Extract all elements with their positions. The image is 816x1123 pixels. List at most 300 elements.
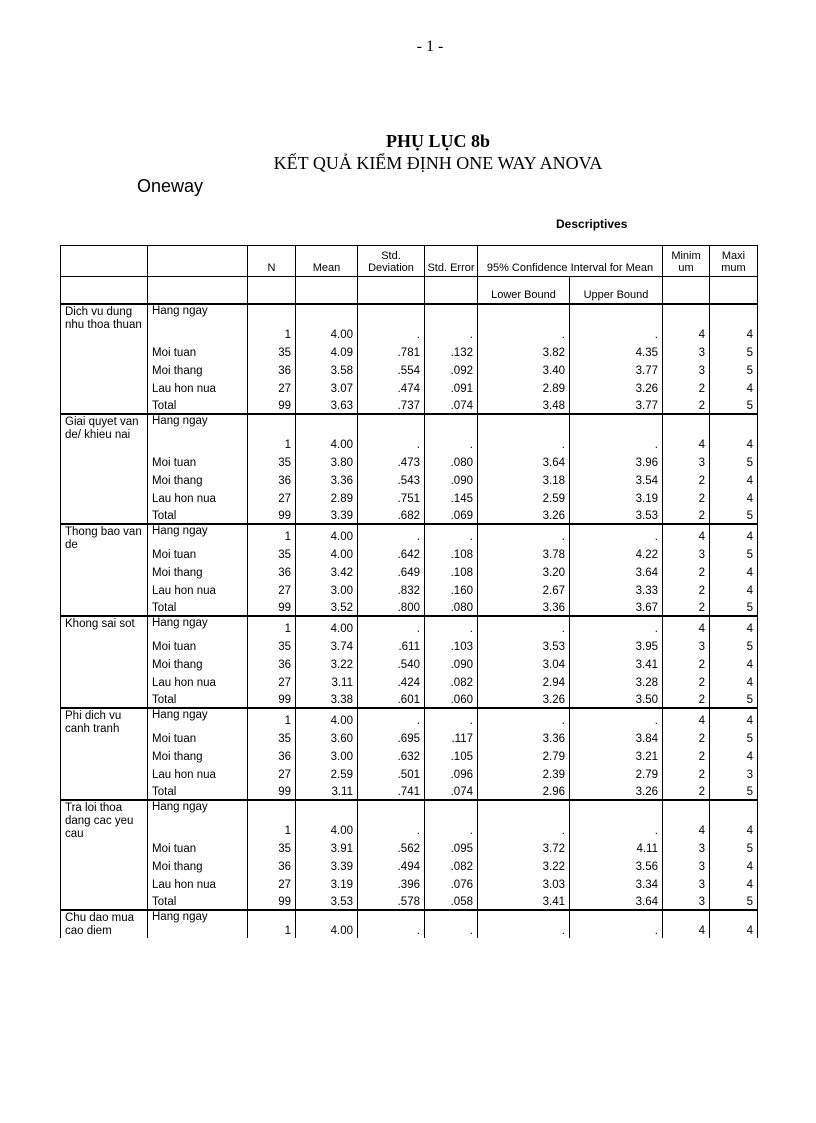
header-blank-7 (358, 277, 425, 304)
cell-std-error: .074 (425, 782, 478, 800)
cell-std-error: .074 (425, 396, 478, 414)
group-label: Hang ngay (148, 524, 248, 544)
cell-n: 99 (248, 506, 296, 524)
table-row (61, 414, 758, 452)
cell-n: 35 (248, 342, 296, 360)
cell-mean: 3.80 (296, 452, 358, 470)
cell-std-error: .069 (425, 506, 478, 524)
cell-std-deviation: .611 (358, 636, 425, 654)
cell-maximum: 4 (710, 524, 758, 544)
header-blank-4 (148, 277, 248, 304)
cell-minimum: 3 (663, 874, 710, 892)
cell-minimum: 4 (663, 616, 710, 636)
cell-std-deviation: .601 (358, 690, 425, 708)
variable-label: Dich vu dung nhu thoa thuan (61, 304, 148, 414)
cell-mean: 3.74 (296, 636, 358, 654)
cell-upper-bound: . (570, 304, 663, 342)
cell-std-deviation: .540 (358, 654, 425, 672)
cell-n: 36 (248, 654, 296, 672)
cell-maximum: 4 (710, 874, 758, 892)
appendix-subtitle: KẾT QUẢ KIỂM ĐỊNH ONE WAY ANOVA (273, 153, 603, 173)
cell-std-error: .096 (425, 764, 478, 782)
cell-mean: 3.58 (296, 360, 358, 378)
cell-std-deviation: .396 (358, 874, 425, 892)
cell-n: 36 (248, 746, 296, 764)
section-heading: Oneway (137, 176, 204, 196)
cell-std-deviation: .474 (358, 378, 425, 396)
cell-std-deviation: .642 (358, 544, 425, 562)
cell-mean: 3.11 (296, 672, 358, 690)
cell-minimum: 4 (663, 800, 710, 838)
table-row (61, 616, 758, 636)
cell-std-error: .160 (425, 580, 478, 598)
group-label: Total (148, 782, 248, 800)
cell-lower-bound: 3.72 (478, 838, 570, 856)
cell-minimum: 4 (663, 304, 710, 342)
cell-std-error: .103 (425, 636, 478, 654)
header-upper-bound: Upper Bound (570, 277, 663, 304)
cell-mean: 3.11 (296, 782, 358, 800)
cell-mean: 3.07 (296, 378, 358, 396)
cell-minimum: 2 (663, 488, 710, 506)
cell-upper-bound: . (570, 414, 663, 452)
cell-mean: 4.00 (296, 910, 358, 938)
cell-upper-bound: . (570, 524, 663, 544)
group-label: Total (148, 506, 248, 524)
cell-minimum: 2 (663, 598, 710, 616)
cell-maximum: 5 (710, 342, 758, 360)
cell-upper-bound: 3.26 (570, 782, 663, 800)
cell-lower-bound: . (478, 800, 570, 838)
cell-lower-bound: 3.03 (478, 874, 570, 892)
table-row (61, 580, 758, 598)
table-row (61, 728, 758, 746)
descriptives-table (60, 245, 758, 938)
cell-mean: 3.19 (296, 874, 358, 892)
group-label: Moi thang (148, 562, 248, 580)
cell-upper-bound: 3.77 (570, 396, 663, 414)
cell-minimum: 2 (663, 782, 710, 800)
cell-maximum: 5 (710, 506, 758, 524)
cell-std-error: .091 (425, 378, 478, 396)
table-row (61, 672, 758, 690)
variable-label: Giai quyet van de/ khieu nai (61, 414, 148, 524)
cell-minimum: 4 (663, 414, 710, 452)
cell-std-error: .080 (425, 598, 478, 616)
cell-mean: 4.00 (296, 544, 358, 562)
cell-minimum: 3 (663, 360, 710, 378)
cell-lower-bound: 3.18 (478, 470, 570, 488)
table-row (61, 470, 758, 488)
cell-maximum: 5 (710, 728, 758, 746)
cell-std-deviation: .737 (358, 396, 425, 414)
cell-minimum: 2 (663, 470, 710, 488)
cell-n: 27 (248, 874, 296, 892)
group-label: Moi tuan (148, 452, 248, 470)
header-maximum: Maxi mum (710, 246, 758, 277)
cell-std-error: .076 (425, 874, 478, 892)
group-label: Moi tuan (148, 544, 248, 562)
cell-mean: 3.36 (296, 470, 358, 488)
header-blank-10 (710, 277, 758, 304)
page-number: - 1 - (416, 38, 444, 55)
cell-std-deviation: .543 (358, 470, 425, 488)
group-label: Moi tuan (148, 636, 248, 654)
cell-lower-bound: 3.22 (478, 856, 570, 874)
group-label: Hang ngay (148, 708, 248, 728)
cell-minimum: 3 (663, 856, 710, 874)
group-label: Total (148, 892, 248, 910)
cell-maximum: 5 (710, 544, 758, 562)
cell-std-error: .105 (425, 746, 478, 764)
cell-std-error: . (425, 304, 478, 342)
cell-upper-bound: 3.56 (570, 856, 663, 874)
cell-upper-bound: 3.77 (570, 360, 663, 378)
cell-upper-bound: 3.64 (570, 562, 663, 580)
cell-lower-bound: 2.89 (478, 378, 570, 396)
cell-upper-bound: . (570, 616, 663, 636)
cell-std-deviation: .751 (358, 488, 425, 506)
variable-label: Chu dao mua cao diem (61, 910, 148, 938)
cell-upper-bound: 3.19 (570, 488, 663, 506)
cell-lower-bound: 3.36 (478, 598, 570, 616)
cell-lower-bound: 2.96 (478, 782, 570, 800)
cell-maximum: 4 (710, 616, 758, 636)
cell-maximum: 4 (710, 746, 758, 764)
header-blank-3 (61, 277, 148, 304)
cell-std-error: . (425, 524, 478, 544)
table-row (61, 838, 758, 856)
variable-label: Khong sai sot (61, 616, 148, 708)
cell-std-deviation: .741 (358, 782, 425, 800)
cell-upper-bound: 2.79 (570, 764, 663, 782)
cell-std-error: .058 (425, 892, 478, 910)
cell-minimum: 2 (663, 746, 710, 764)
cell-upper-bound: 3.67 (570, 598, 663, 616)
cell-n: 99 (248, 892, 296, 910)
cell-minimum: 2 (663, 690, 710, 708)
table-row (61, 690, 758, 708)
cell-maximum: 3 (710, 764, 758, 782)
cell-lower-bound: . (478, 708, 570, 728)
cell-upper-bound: 3.96 (570, 452, 663, 470)
cell-std-deviation: .781 (358, 342, 425, 360)
table-row (61, 892, 758, 910)
cell-maximum: 5 (710, 892, 758, 910)
cell-std-deviation: .494 (358, 856, 425, 874)
cell-n: 99 (248, 782, 296, 800)
cell-minimum: 3 (663, 544, 710, 562)
cell-n: 99 (248, 598, 296, 616)
group-label: Moi thang (148, 654, 248, 672)
group-label: Moi thang (148, 360, 248, 378)
cell-std-deviation: .632 (358, 746, 425, 764)
cell-mean: 4.00 (296, 304, 358, 342)
cell-upper-bound: 3.33 (570, 580, 663, 598)
group-label: Total (148, 396, 248, 414)
cell-n: 1 (248, 414, 296, 452)
cell-n: 1 (248, 304, 296, 342)
cell-upper-bound: 3.50 (570, 690, 663, 708)
group-label: Lau hon nua (148, 378, 248, 396)
cell-lower-bound: 3.41 (478, 892, 570, 910)
cell-lower-bound: 2.94 (478, 672, 570, 690)
cell-std-error: . (425, 800, 478, 838)
cell-minimum: 2 (663, 396, 710, 414)
group-label: Lau hon nua (148, 874, 248, 892)
group-label: Moi tuan (148, 728, 248, 746)
cell-n: 27 (248, 672, 296, 690)
header-blank-6 (296, 277, 358, 304)
cell-mean: 3.00 (296, 746, 358, 764)
cell-upper-bound: 3.26 (570, 378, 663, 396)
cell-std-error: .060 (425, 690, 478, 708)
cell-std-deviation: . (358, 616, 425, 636)
cell-upper-bound: 4.35 (570, 342, 663, 360)
cell-minimum: 2 (663, 562, 710, 580)
table-row (61, 636, 758, 654)
cell-minimum: 4 (663, 708, 710, 728)
table-row (61, 524, 758, 544)
cell-lower-bound: 3.26 (478, 690, 570, 708)
cell-maximum: 4 (710, 470, 758, 488)
cell-std-deviation: . (358, 910, 425, 938)
cell-lower-bound: 2.67 (478, 580, 570, 598)
cell-maximum: 4 (710, 414, 758, 452)
cell-upper-bound: 3.28 (570, 672, 663, 690)
cell-maximum: 4 (710, 672, 758, 690)
cell-n: 99 (248, 396, 296, 414)
table-row (61, 544, 758, 562)
cell-upper-bound: 3.95 (570, 636, 663, 654)
cell-minimum: 2 (663, 728, 710, 746)
cell-mean: 3.39 (296, 506, 358, 524)
group-label: Moi thang (148, 470, 248, 488)
header-minimum: Minim um (663, 246, 710, 277)
variable-label: Thong bao van de (61, 524, 148, 616)
group-label: Total (148, 598, 248, 616)
header-std-deviation: Std. Deviation (358, 246, 425, 277)
cell-std-deviation: .424 (358, 672, 425, 690)
cell-upper-bound: 3.64 (570, 892, 663, 910)
cell-std-error: . (425, 910, 478, 938)
cell-lower-bound: 3.64 (478, 452, 570, 470)
cell-mean: 3.42 (296, 562, 358, 580)
cell-mean: 3.38 (296, 690, 358, 708)
cell-minimum: 3 (663, 452, 710, 470)
cell-lower-bound: 3.53 (478, 636, 570, 654)
cell-std-deviation: .554 (358, 360, 425, 378)
table-row (61, 874, 758, 892)
group-label: Lau hon nua (148, 764, 248, 782)
cell-std-deviation: . (358, 800, 425, 838)
cell-maximum: 4 (710, 580, 758, 598)
cell-lower-bound: . (478, 616, 570, 636)
cell-minimum: 2 (663, 654, 710, 672)
group-label: Lau hon nua (148, 488, 248, 506)
cell-maximum: 5 (710, 360, 758, 378)
header-std-error: Std. Error (425, 246, 478, 277)
cell-minimum: 3 (663, 636, 710, 654)
cell-upper-bound: 3.34 (570, 874, 663, 892)
cell-minimum: 4 (663, 910, 710, 938)
cell-maximum: 5 (710, 782, 758, 800)
cell-std-error: .095 (425, 838, 478, 856)
variable-label: Phi dich vu canh tranh (61, 708, 148, 800)
group-label: Hang ngay (148, 800, 248, 838)
cell-mean: 3.53 (296, 892, 358, 910)
cell-upper-bound: 3.84 (570, 728, 663, 746)
cell-std-deviation: .473 (358, 452, 425, 470)
cell-upper-bound: 3.21 (570, 746, 663, 764)
header-blank-9 (663, 277, 710, 304)
cell-maximum: 4 (710, 304, 758, 342)
cell-lower-bound: 3.82 (478, 342, 570, 360)
cell-std-error: .145 (425, 488, 478, 506)
variable-label: Tra loi thoa dang cac yeu cau (61, 800, 148, 910)
cell-lower-bound: 2.79 (478, 746, 570, 764)
header-n: N (248, 246, 296, 277)
cell-n: 35 (248, 838, 296, 856)
cell-n: 36 (248, 562, 296, 580)
cell-minimum: 4 (663, 524, 710, 544)
cell-n: 35 (248, 452, 296, 470)
group-label: Moi thang (148, 746, 248, 764)
cell-upper-bound: . (570, 910, 663, 938)
cell-maximum: 4 (710, 708, 758, 728)
table-row (61, 708, 758, 728)
table-row (61, 598, 758, 616)
cell-std-error: . (425, 414, 478, 452)
cell-std-deviation: .501 (358, 764, 425, 782)
cell-std-deviation: . (358, 524, 425, 544)
table-row (61, 856, 758, 874)
cell-std-deviation: .562 (358, 838, 425, 856)
cell-std-deviation: . (358, 304, 425, 342)
cell-std-deviation: . (358, 414, 425, 452)
cell-lower-bound: 3.04 (478, 654, 570, 672)
table-row (61, 782, 758, 800)
cell-minimum: 3 (663, 342, 710, 360)
cell-mean: 3.39 (296, 856, 358, 874)
cell-std-deviation: .800 (358, 598, 425, 616)
cell-mean: 4.00 (296, 414, 358, 452)
cell-lower-bound: . (478, 524, 570, 544)
cell-upper-bound: . (570, 708, 663, 728)
cell-minimum: 2 (663, 672, 710, 690)
cell-minimum: 3 (663, 838, 710, 856)
table-row (61, 488, 758, 506)
cell-lower-bound: 3.78 (478, 544, 570, 562)
cell-mean: 3.60 (296, 728, 358, 746)
cell-n: 99 (248, 690, 296, 708)
cell-lower-bound: 2.39 (478, 764, 570, 782)
cell-std-deviation: .578 (358, 892, 425, 910)
cell-std-deviation: .649 (358, 562, 425, 580)
cell-mean: 4.09 (296, 342, 358, 360)
cell-mean: 3.63 (296, 396, 358, 414)
cell-std-deviation: .682 (358, 506, 425, 524)
cell-minimum: 2 (663, 764, 710, 782)
cell-std-error: .082 (425, 856, 478, 874)
cell-minimum: 3 (663, 892, 710, 910)
group-label: Hang ngay (148, 414, 248, 452)
header-blank-2 (148, 246, 248, 277)
cell-lower-bound: 3.40 (478, 360, 570, 378)
cell-lower-bound: . (478, 414, 570, 452)
cell-n: 27 (248, 580, 296, 598)
cell-std-error: .090 (425, 470, 478, 488)
cell-std-error: .080 (425, 452, 478, 470)
group-label: Moi tuan (148, 342, 248, 360)
header-confidence-interval: 95% Confidence Interval for Mean (478, 246, 663, 277)
cell-std-deviation: .695 (358, 728, 425, 746)
group-label: Hang ngay (148, 616, 248, 636)
table-row (61, 378, 758, 396)
table-row (61, 746, 758, 764)
cell-upper-bound: 3.53 (570, 506, 663, 524)
table-title: Descriptives (556, 217, 628, 231)
cell-std-deviation: .832 (358, 580, 425, 598)
table-row (61, 506, 758, 524)
cell-maximum: 5 (710, 452, 758, 470)
cell-mean: 3.91 (296, 838, 358, 856)
group-label: Lau hon nua (148, 672, 248, 690)
header-lower-bound: Lower Bound (478, 277, 570, 304)
table-row (61, 396, 758, 414)
cell-lower-bound: . (478, 910, 570, 938)
cell-n: 27 (248, 488, 296, 506)
group-label: Moi tuan (148, 838, 248, 856)
cell-std-error: . (425, 708, 478, 728)
cell-maximum: 4 (710, 654, 758, 672)
cell-maximum: 4 (710, 856, 758, 874)
cell-lower-bound: 3.36 (478, 728, 570, 746)
header-blank-5 (248, 277, 296, 304)
table-row (61, 654, 758, 672)
cell-n: 1 (248, 800, 296, 838)
cell-maximum: 4 (710, 378, 758, 396)
cell-n: 35 (248, 728, 296, 746)
cell-lower-bound: . (478, 304, 570, 342)
cell-mean: 3.22 (296, 654, 358, 672)
cell-n: 1 (248, 524, 296, 544)
cell-maximum: 4 (710, 910, 758, 938)
cell-maximum: 5 (710, 396, 758, 414)
table-row (61, 800, 758, 838)
group-label: Total (148, 690, 248, 708)
cell-n: 1 (248, 708, 296, 728)
cell-upper-bound: 3.54 (570, 470, 663, 488)
group-label: Hang ngay (148, 304, 248, 342)
cell-n: 27 (248, 764, 296, 782)
cell-maximum: 4 (710, 800, 758, 838)
header-blank-8 (425, 277, 478, 304)
cell-maximum: 5 (710, 838, 758, 856)
cell-n: 35 (248, 636, 296, 654)
cell-n: 36 (248, 470, 296, 488)
cell-lower-bound: 3.26 (478, 506, 570, 524)
table-row (61, 452, 758, 470)
cell-upper-bound: . (570, 800, 663, 838)
cell-lower-bound: 3.20 (478, 562, 570, 580)
cell-minimum: 2 (663, 506, 710, 524)
cell-minimum: 2 (663, 580, 710, 598)
cell-n: 36 (248, 856, 296, 874)
table-row (61, 304, 758, 342)
cell-minimum: 2 (663, 378, 710, 396)
cell-mean: 4.00 (296, 800, 358, 838)
